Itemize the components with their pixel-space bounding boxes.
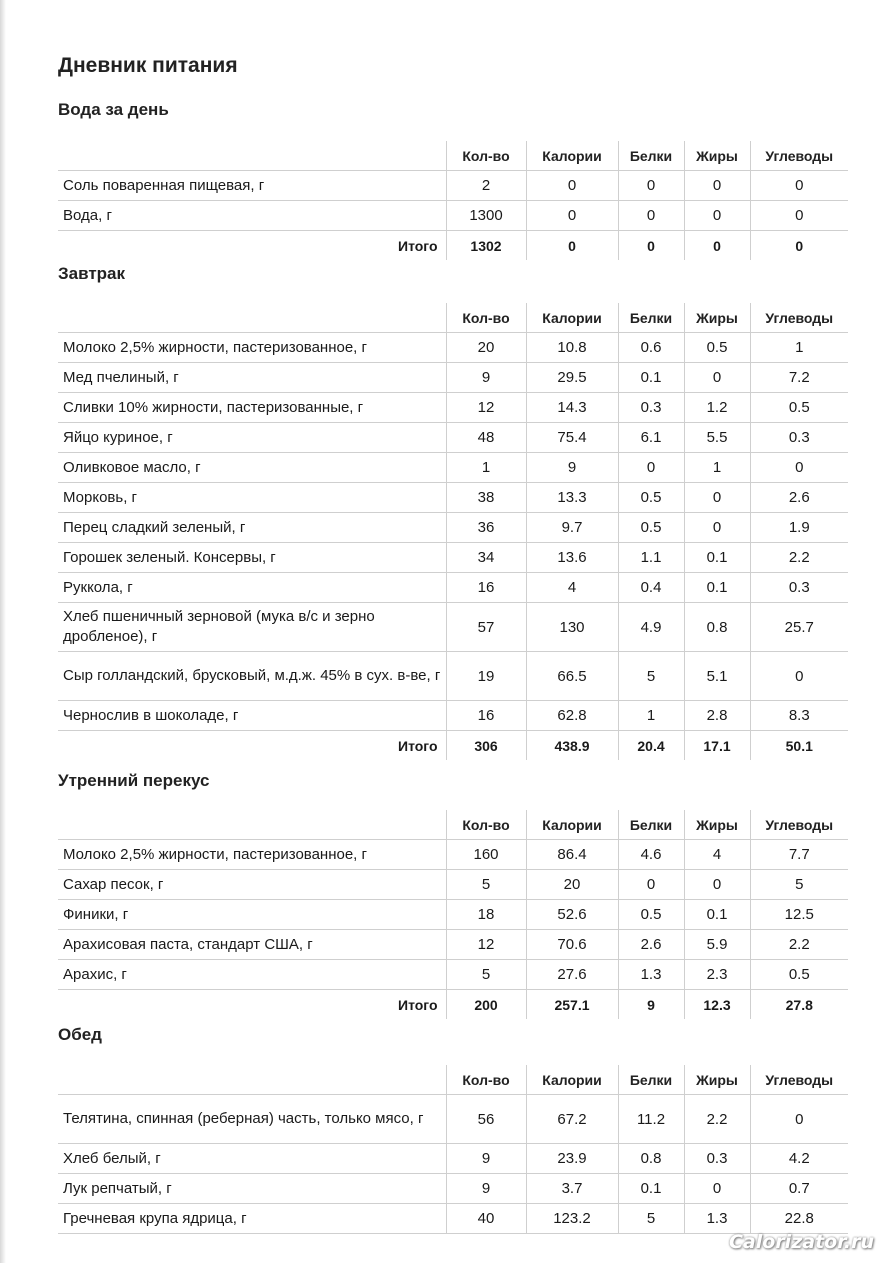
food-name-cell: Сыр голландский, брусковый, м.д.ж. 45% в сух. в-ве, г [58, 652, 446, 701]
value-cell: 4.2 [750, 1144, 848, 1174]
value-cell: 1.2 [684, 393, 750, 423]
value-cell: 5.1 [684, 652, 750, 701]
value-cell: 1.3 [618, 960, 684, 990]
value-cell: 0 [618, 201, 684, 231]
value-cell: 0.4 [618, 573, 684, 603]
meal-table [58, 141, 848, 260]
value-cell: 29.5 [526, 363, 618, 393]
value-cell: 75.4 [526, 423, 618, 453]
column-header: Жиры [684, 810, 750, 840]
value-cell: 0.5 [684, 333, 750, 363]
value-cell: 123.2 [526, 1204, 618, 1234]
food-name-cell: Яйцо куриное, г [58, 423, 446, 453]
value-cell: 23.9 [526, 1144, 618, 1174]
value-cell: 0.3 [684, 1144, 750, 1174]
value-cell: 20 [526, 870, 618, 900]
value-cell: 2.2 [750, 930, 848, 960]
food-name-cell: Молоко 2,5% жирности, пастеризованное, г [58, 840, 446, 870]
food-name-cell: Сливки 10% жирности, пастеризованные, г [58, 393, 446, 423]
table-row [58, 652, 848, 701]
food-name-cell: Хлеб белый, г [58, 1144, 446, 1174]
column-header: Углеводы [750, 303, 848, 333]
value-cell: 12.5 [750, 900, 848, 930]
table-row [58, 840, 848, 870]
value-cell: 2.6 [750, 483, 848, 513]
value-cell: 67.2 [526, 1095, 618, 1144]
value-cell: 11.2 [618, 1095, 684, 1144]
value-cell: 1300 [446, 201, 526, 231]
value-cell: 9.7 [526, 513, 618, 543]
total-label: Итого [398, 737, 438, 754]
table-header-row [58, 303, 848, 333]
value-cell: 0 [684, 483, 750, 513]
table-header-row [58, 1065, 848, 1095]
total-value-cell: 50.1 [750, 731, 848, 761]
value-cell: 7.7 [750, 840, 848, 870]
value-cell: 0 [684, 1174, 750, 1204]
column-header: Белки [618, 303, 684, 333]
column-header: Калории [526, 303, 618, 333]
food-name-cell: Молоко 2,5% жирности, пастеризованное, г [58, 333, 446, 363]
table-row [58, 171, 848, 201]
total-value-cell: 0 [618, 231, 684, 261]
value-cell: 0 [684, 201, 750, 231]
value-cell: 22.8 [750, 1204, 848, 1234]
value-cell: 0.5 [750, 393, 848, 423]
table-row [58, 1204, 848, 1234]
value-cell: 4.6 [618, 840, 684, 870]
value-cell: 36 [446, 513, 526, 543]
value-cell: 0 [750, 171, 848, 201]
table-row [58, 573, 848, 603]
food-name-cell: Финики, г [58, 900, 446, 930]
food-name-cell: Мед пчелиный, г [58, 363, 446, 393]
column-header: Углеводы [750, 141, 848, 171]
value-cell: 2.6 [618, 930, 684, 960]
column-header: Белки [618, 810, 684, 840]
meal-table [58, 810, 848, 1019]
value-cell: 0.8 [618, 1144, 684, 1174]
table-row [58, 513, 848, 543]
value-cell: 1 [684, 453, 750, 483]
table-row [58, 701, 848, 731]
value-cell: 5 [618, 1204, 684, 1234]
value-cell: 66.5 [526, 652, 618, 701]
value-cell: 0.3 [618, 393, 684, 423]
section-title: Обед [58, 1025, 102, 1044]
food-name-cell: Чернослив в шоколаде, г [58, 701, 446, 731]
value-cell: 160 [446, 840, 526, 870]
total-value-cell: 0 [684, 231, 750, 261]
column-header: Кол-во [446, 141, 526, 171]
table-row [58, 453, 848, 483]
column-header: Жиры [684, 1065, 750, 1095]
value-cell: 9 [446, 1144, 526, 1174]
food-name-cell: Гречневая крупа ядрица, г [58, 1204, 446, 1234]
column-header: Белки [618, 141, 684, 171]
value-cell: 9 [446, 363, 526, 393]
value-cell: 6.1 [618, 423, 684, 453]
total-label: Итого [398, 996, 438, 1013]
table-row [58, 603, 848, 652]
table-row [58, 960, 848, 990]
value-cell: 0 [750, 453, 848, 483]
value-cell: 12 [446, 930, 526, 960]
value-cell: 0.6 [618, 333, 684, 363]
total-row [58, 731, 848, 761]
food-name-cell: Сахар песок, г [58, 870, 446, 900]
column-header: Углеводы [750, 810, 848, 840]
value-cell: 19 [446, 652, 526, 701]
value-cell: 0 [750, 652, 848, 701]
value-cell: 62.8 [526, 701, 618, 731]
value-cell: 70.6 [526, 930, 618, 960]
total-value-cell: 27.8 [750, 990, 848, 1020]
value-cell: 13.3 [526, 483, 618, 513]
column-header: Кол-во [446, 810, 526, 840]
value-cell: 4 [526, 573, 618, 603]
food-name-cell: Горошек зеленый. Консервы, г [58, 543, 446, 573]
value-cell: 0.1 [618, 1174, 684, 1204]
column-header: Углеводы [750, 1065, 848, 1095]
value-cell: 0 [684, 513, 750, 543]
header-cell-empty [58, 810, 446, 840]
value-cell: 4 [684, 840, 750, 870]
header-cell-empty [58, 141, 446, 171]
table-row [58, 363, 848, 393]
value-cell: 16 [446, 701, 526, 731]
header-cell-empty [58, 1065, 446, 1095]
value-cell: 2.2 [684, 1095, 750, 1144]
total-row [58, 990, 848, 1020]
page-edge-shadow [0, 0, 6, 1263]
column-header: Калории [526, 810, 618, 840]
value-cell: 0.1 [618, 363, 684, 393]
value-cell: 3.7 [526, 1174, 618, 1204]
value-cell: 1 [618, 701, 684, 731]
value-cell: 14.3 [526, 393, 618, 423]
value-cell: 86.4 [526, 840, 618, 870]
food-name-cell: Арахис, г [58, 960, 446, 990]
food-name-cell: Перец сладкий зеленый, г [58, 513, 446, 543]
value-cell: 5 [446, 870, 526, 900]
meal-table [58, 1065, 848, 1234]
food-name-cell: Телятина, спинная (реберная) часть, только мясо, г [58, 1095, 446, 1144]
value-cell: 18 [446, 900, 526, 930]
column-header: Жиры [684, 141, 750, 171]
value-cell: 12 [446, 393, 526, 423]
total-value-cell: 1302 [446, 231, 526, 261]
value-cell: 40 [446, 1204, 526, 1234]
value-cell: 0.7 [750, 1174, 848, 1204]
value-cell: 0 [750, 201, 848, 231]
value-cell: 25.7 [750, 603, 848, 652]
value-cell: 0 [684, 171, 750, 201]
food-name-cell: Арахисовая паста, стандарт США, г [58, 930, 446, 960]
column-header: Кол-во [446, 303, 526, 333]
food-name-cell: Морковь, г [58, 483, 446, 513]
value-cell: 9 [526, 453, 618, 483]
total-value-cell: 20.4 [618, 731, 684, 761]
table-row [58, 483, 848, 513]
food-name-cell: Руккола, г [58, 573, 446, 603]
value-cell: 130 [526, 603, 618, 652]
total-row [58, 231, 848, 261]
section-title: Вода за день [58, 100, 169, 119]
value-cell: 34 [446, 543, 526, 573]
table-row [58, 1144, 848, 1174]
value-cell: 2.8 [684, 701, 750, 731]
value-cell: 0.1 [684, 543, 750, 573]
food-name-cell: Лук репчатый, г [58, 1174, 446, 1204]
value-cell: 0.5 [618, 900, 684, 930]
value-cell: 10.8 [526, 333, 618, 363]
value-cell: 0 [526, 201, 618, 231]
value-cell: 0 [750, 1095, 848, 1144]
table-header-row [58, 141, 848, 171]
value-cell: 0.3 [750, 573, 848, 603]
total-value-cell: 0 [750, 231, 848, 261]
value-cell: 5.5 [684, 423, 750, 453]
value-cell: 5 [618, 652, 684, 701]
section-title: Завтрак [58, 264, 126, 283]
column-header: Калории [526, 141, 618, 171]
value-cell: 13.6 [526, 543, 618, 573]
column-header: Жиры [684, 303, 750, 333]
total-label: Итого [398, 237, 438, 254]
total-value-cell: 257.1 [526, 990, 618, 1020]
column-header: Калории [526, 1065, 618, 1095]
table-row [58, 201, 848, 231]
value-cell: 0.1 [684, 900, 750, 930]
value-cell: 4.9 [618, 603, 684, 652]
value-cell: 8.3 [750, 701, 848, 731]
value-cell: 1 [750, 333, 848, 363]
value-cell: 0 [526, 171, 618, 201]
total-value-cell: 0 [526, 231, 618, 261]
page-title: Дневник питания [58, 54, 238, 77]
value-cell: 0.1 [684, 573, 750, 603]
value-cell: 5.9 [684, 930, 750, 960]
total-value-cell: 200 [446, 990, 526, 1020]
value-cell: 0 [684, 363, 750, 393]
value-cell: 0.3 [750, 423, 848, 453]
total-value-cell: 438.9 [526, 731, 618, 761]
column-header: Кол-во [446, 1065, 526, 1095]
table-row [58, 423, 848, 453]
total-value-cell: 12.3 [684, 990, 750, 1020]
value-cell: 48 [446, 423, 526, 453]
table-row [58, 1095, 848, 1144]
table-row [58, 930, 848, 960]
meal-table [58, 303, 848, 760]
total-value-cell: 306 [446, 731, 526, 761]
food-name-cell: Соль поваренная пищевая, г [58, 171, 446, 201]
value-cell: 20 [446, 333, 526, 363]
value-cell: 57 [446, 603, 526, 652]
value-cell: 0 [684, 870, 750, 900]
value-cell: 27.6 [526, 960, 618, 990]
value-cell: 0.8 [684, 603, 750, 652]
value-cell: 16 [446, 573, 526, 603]
table-header-row [58, 810, 848, 840]
value-cell: 0.5 [618, 513, 684, 543]
value-cell: 0.5 [750, 960, 848, 990]
header-cell-empty [58, 303, 446, 333]
value-cell: 2.3 [684, 960, 750, 990]
food-name-cell: Вода, г [58, 201, 446, 231]
food-name-cell: Оливковое масло, г [58, 453, 446, 483]
value-cell: 38 [446, 483, 526, 513]
value-cell: 1.3 [684, 1204, 750, 1234]
table-row [58, 870, 848, 900]
value-cell: 1 [446, 453, 526, 483]
watermark: Calorizator.ru [728, 1231, 874, 1253]
table-row [58, 1174, 848, 1204]
value-cell: 0.5 [618, 483, 684, 513]
value-cell: 9 [446, 1174, 526, 1204]
value-cell: 0 [618, 171, 684, 201]
value-cell: 0 [618, 870, 684, 900]
value-cell: 1.9 [750, 513, 848, 543]
table-row [58, 900, 848, 930]
value-cell: 2.2 [750, 543, 848, 573]
value-cell: 52.6 [526, 900, 618, 930]
table-row [58, 333, 848, 363]
column-header: Белки [618, 1065, 684, 1095]
value-cell: 1.1 [618, 543, 684, 573]
value-cell: 7.2 [750, 363, 848, 393]
value-cell: 2 [446, 171, 526, 201]
total-value-cell: 17.1 [684, 731, 750, 761]
total-value-cell: 9 [618, 990, 684, 1020]
table-row [58, 393, 848, 423]
value-cell: 56 [446, 1095, 526, 1144]
section-title: Утренний перекус [58, 771, 210, 790]
table-row [58, 543, 848, 573]
food-name-cell: Хлеб пшеничный зерновой (мука в/с и зерно дробленое), г [58, 603, 446, 652]
value-cell: 5 [446, 960, 526, 990]
value-cell: 5 [750, 870, 848, 900]
value-cell: 0 [618, 453, 684, 483]
